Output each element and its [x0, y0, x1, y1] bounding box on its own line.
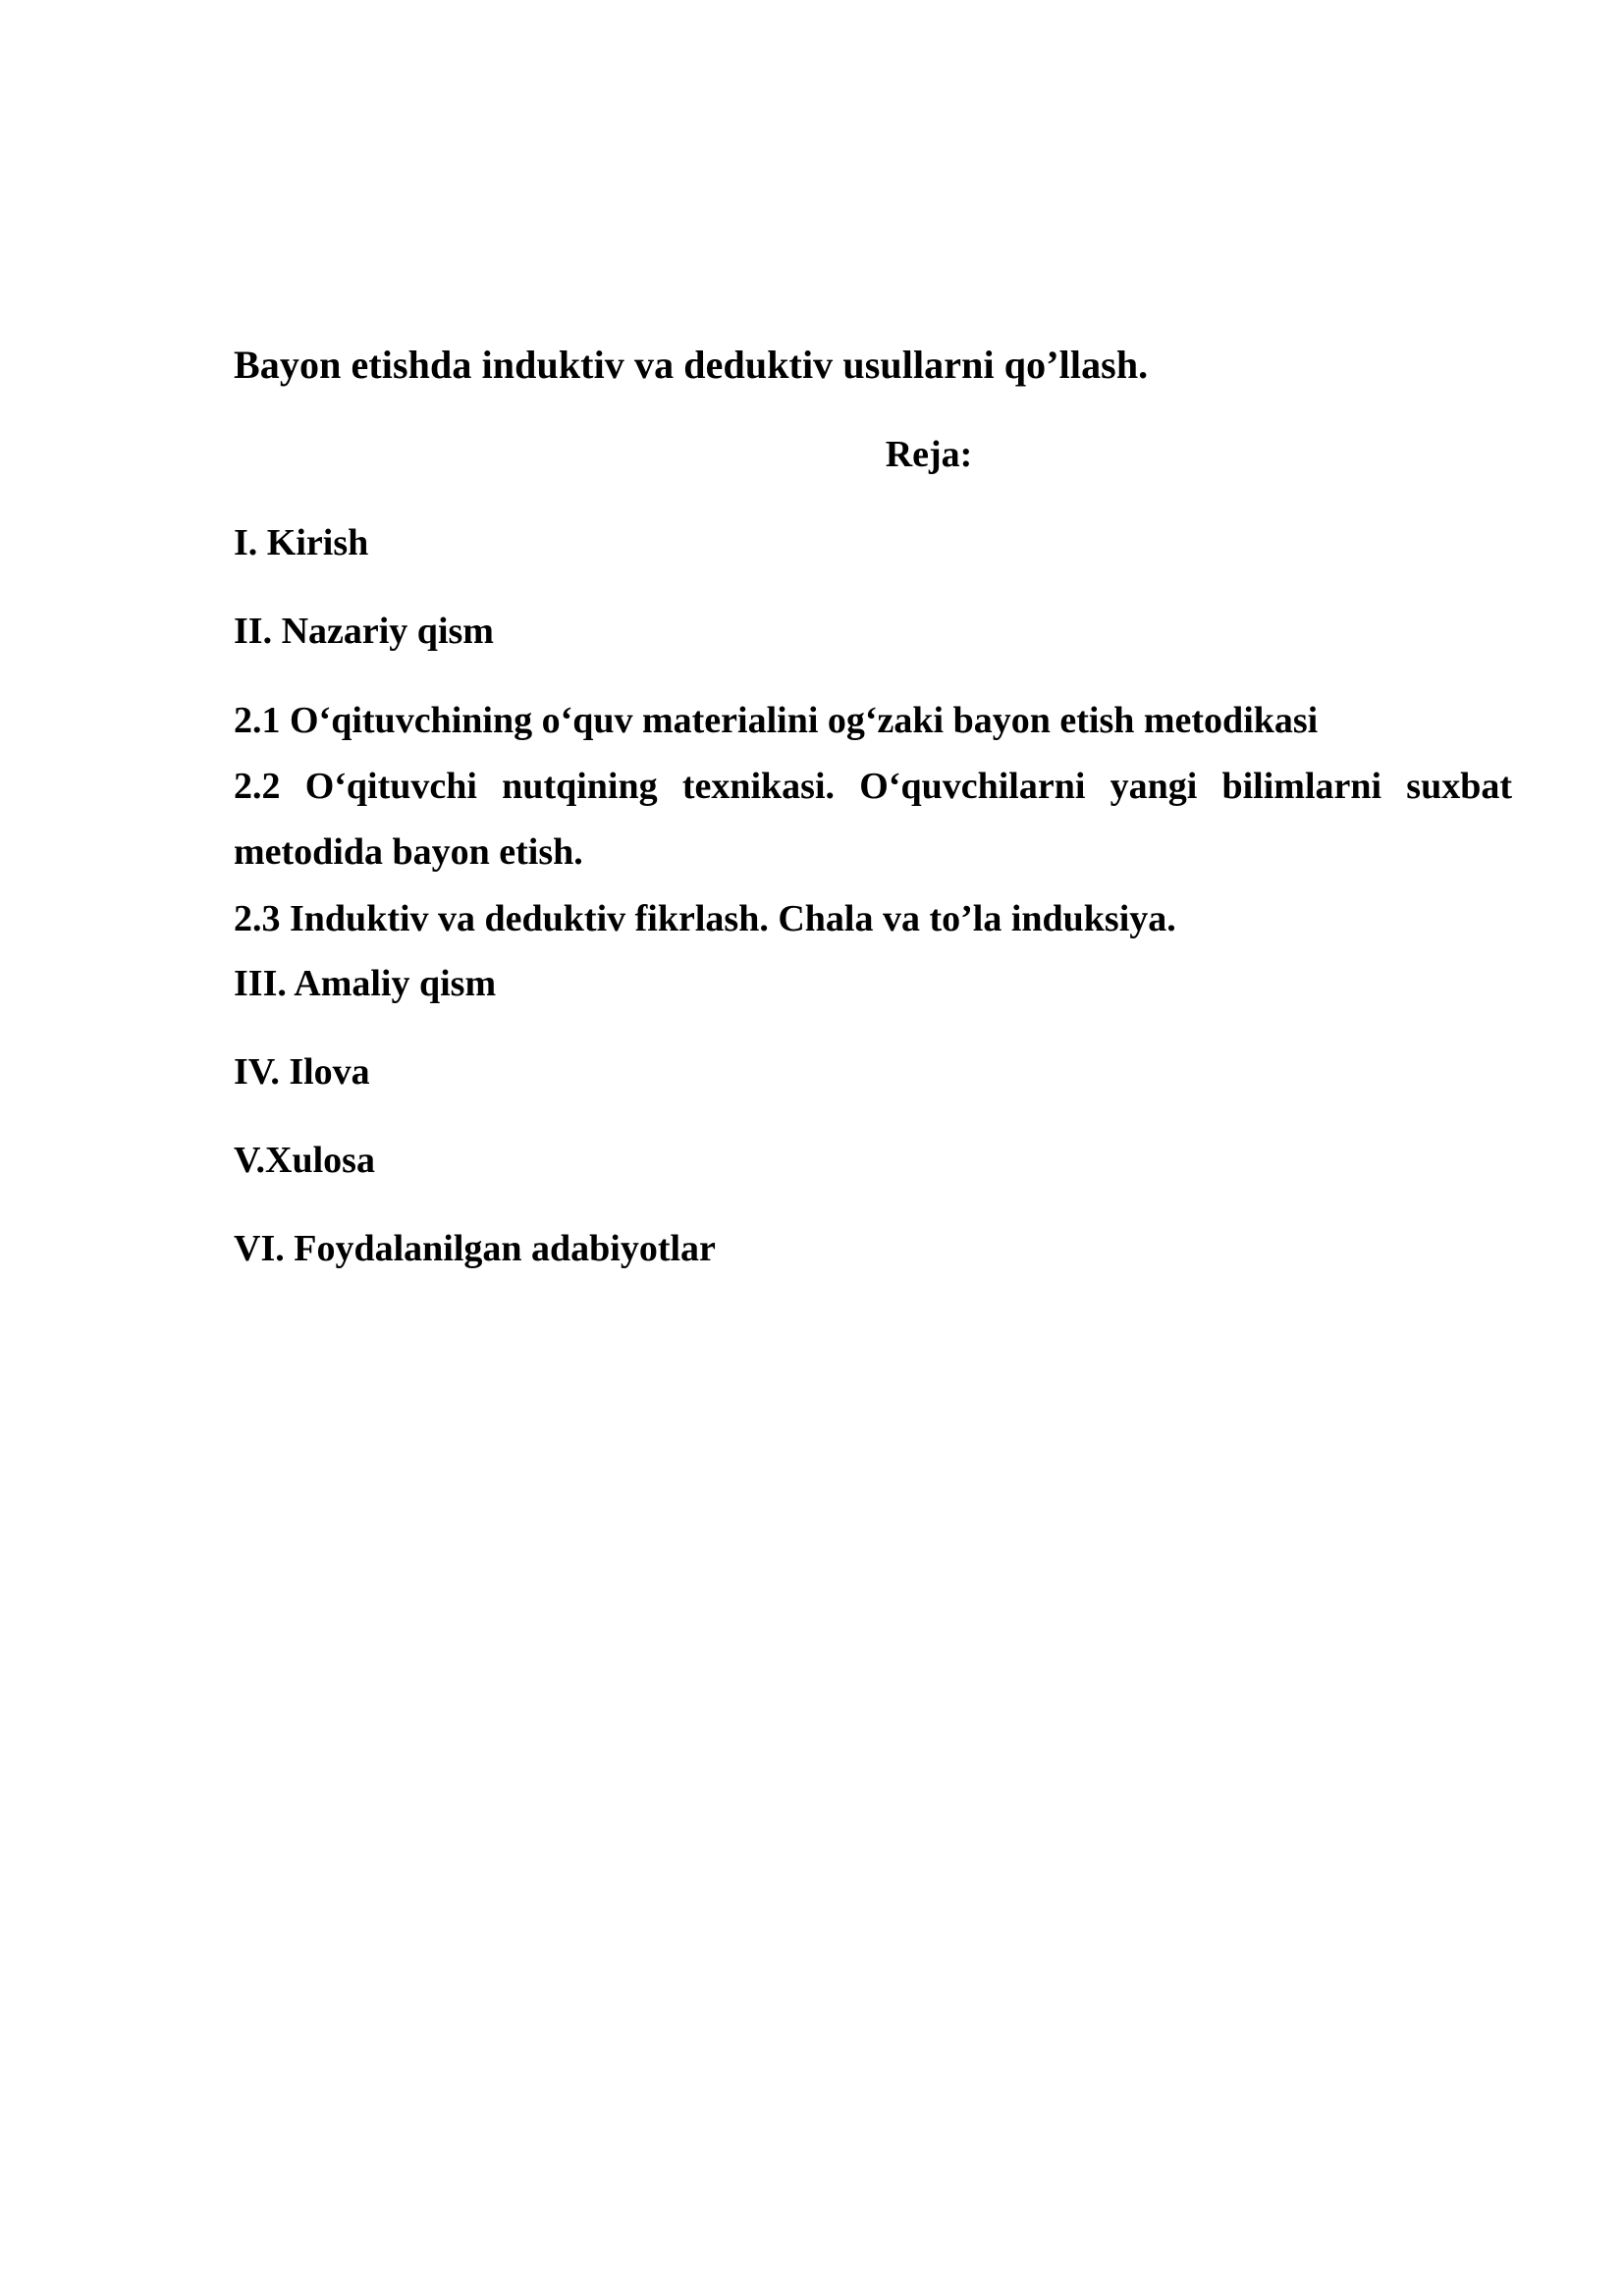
document-title: Bayon etishda induktiv va deduktiv usullarni qo’llash. — [234, 343, 1149, 387]
plan-item-2-2-line1: 2.2 O‘qituvchi nutqining texnikasi. O‘quvchilarni yangi bilimlarni suxbat — [234, 766, 1512, 807]
plan-item-practical: III. Amaliy qism — [234, 963, 497, 1004]
plan-item-2-3: 2.3 Induktiv va deduktiv fikrlash. Chala va to’la induksiya. — [234, 898, 1176, 939]
plan-item-2-2-line2: metodida bayon etish. — [234, 831, 583, 873]
plan-item-appendix: IV. Ilova — [234, 1051, 370, 1093]
plan-heading: Reja: — [885, 434, 973, 475]
plan-item-theory: II. Nazariy qism — [234, 611, 494, 652]
plan-item-intro: I. Kirish — [234, 522, 369, 563]
plan-item-2-1: 2.1 O‘qituvchining o‘quv materialini og‘zaki bayon etish metodikasi — [234, 700, 1319, 741]
plan-item-references: VI. Foydalanilgan adabiyotlar — [234, 1228, 716, 1269]
plan-item-conclusion: V.Xulosa — [234, 1140, 375, 1181]
